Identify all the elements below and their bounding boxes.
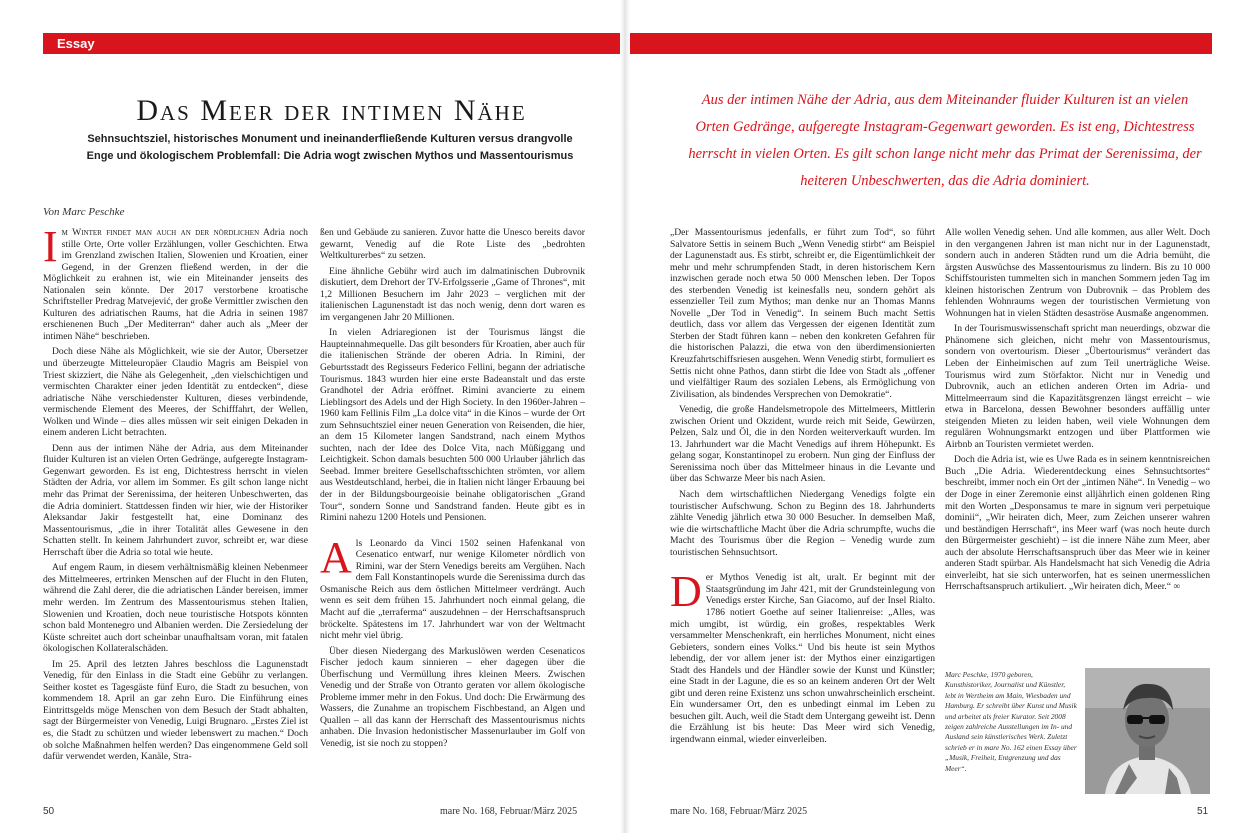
drop-cap-d: D [670,567,702,617]
byline: Von Marc Peschke [43,206,125,218]
pull-quote: Aus der intimen Nähe der Adria, aus dem Miteinander fluider Kulturen ist an vielen Orten Gedränge, aufgeregte Instagram-Gegenwart geworden. Es ist eng, Dichtestress herrscht in vielen Orten. Es gilt schon lange nicht mehr das Primat der Serenissima, der heiteren Unbeschwerten, das die Adria dominiert. [688,92,1202,189]
issue-info-right: mare No. 168, Februar/März 2025 [670,806,808,817]
left-column-1 [43,227,308,794]
issue-info-left: mare No. 168, Februar/März 2025 [440,806,578,817]
left-column-2 [320,227,585,794]
section-bar-left [43,33,620,54]
body-paragraph: In der Tourismuswissenschaft spricht man neuerdings, obzwar die Phänomene sich gleichen, nicht mehr von Massentourismus, sondern von overtourism. Dieser „Übertourismus“ verändert das Leben der Einheimischen auf zum Teil unerträgliche Weise. Tourismus wird zum Störfaktor. Nicht nur in Venedig und Dubrovnik, auch an etlichen anderen Orten im Adria- und Mittelmeerraum sind die Kapazitätsgrenzen längst erreicht – wie etwa in Barcelona, dessen Bewohner besonders auffällig unter steigenden Mieten zu leiden haben, weil viele Wohnungen dem regulären Wohnungsmarkt entzogen und über Plattformen wie Airbnb an Touristen vermietet werden. [945,323,1210,450]
body-paragraph: Eine ähnliche Gebühr wird auch im dalmatinischen Dubrovnik diskutiert, dem Drehort der TV-Erfolgsserie „Game of Thrones“, mit 1,2 Millionen Besuchern im Jahr 2023 – verglichen mit der italienischen Lagunenstadt ist das noch wenig, denn dort waren es im vergangenen Jahr 20 Millionen. [320,265,585,323]
body-paragraph: ßen und Gebäude zu sanieren. Zuvor hatte die Unesco bereits davor gewarnt, Venedig auf die Rote Liste des „bedrohten Weltkulturerbes“ zu setzen. [320,227,585,262]
body-paragraph: Denn aus der intimen Nähe der Adria, aus dem Miteinander fluider Kulturen ist an vielen Orten Gedränge, aufgeregte Instagram-Gegenwart geworden. Es ist eng, Dichtestress herrscht in vielen Städten der Adria, vor allem im Sommer. Es gilt schon lange nicht mehr das Primat der Serenissima, der heiteren Unbeschwerten, das die Adria dominiert. Stattdessen finden wir hier, wie der Historiker Aleksandar Jakir festgestellt hat, eine Dominanz des Massentourismus, „die in ihrer Totalität alles Gewesene in den Schatten stellt. In keinem Jahrhundert zuvor, schreibt er, war diese Herrschaft über die Adria so total wie heute. [43,442,308,558]
body-paragraph: Im 25. April des letzten Jahres beschloss die Lagunenstadt Venedig, für den Einlass in die Stadt eine Gebühr zu verlangen. Seither kostet es Tagesgäste fünf Euro, die Stadt zu besuchen, von kommendem 18. April an gar zehn Euro. Die Einführung eines Eintrittsgelds möge Menschen von dem Besuch der Stadt abhalten, sagt der Bürgermeister von Venedig, Luigi Brugnaro. „Erstes Ziel ist es, die Stadt zu schützen und wieder lebenswert zu machen.“ Doch ob solche Maßnahmen helfen werden? Das eingenommene Geld soll dafür verwendet werden, Kanäle, Stra- [43,658,308,763]
right-column-1 [670,227,935,794]
section-opening-paragraph [670,567,935,745]
section-bar-right [630,33,1212,54]
page-number-left: 50 [43,806,55,817]
body-paragraph: Venedig, die große Handelsmetropole des Mittelmeers, Mittlerin zwischen Orient und Okzident, wurde reich mit Seide, Gewürzen, Pelzen, Salz und Öl, die in den Norden weiterverkauft wurden. Im 13. Jahrhundert war die Macht Venedigs auf ihrem Höhepunkt. Es gelang sogar, Konstantinopel zu erobern. Nun ging der Einfluss der Serenissima noch über das Mittelmeer hinaus in die Levante und über das Schwarze Meer bis nach Asien. [670,404,935,485]
body-paragraph: Auf engem Raum, in diesem verhältnismäßig kleinen Nebenmeer des Mittelmeeres, ertrinken Menschen auf der Flucht in den Fluten, während die Zahl derer, die die adriatischen Länder bereisen, immer mehr werden. Im Zentrum des Massentourismus stehen Italien, Slowenien und Kroatien, doch neue touristische Hotspots könnten schon bald Montenegro und Albanien werden. Die Zersiedelung der Küste schreitet auch dort scheinbar unaufhaltsam voran, mit fatalen ökologischen Kollateralschäden. [43,562,308,655]
right-column-2 [945,227,1210,659]
opening-paragraph [43,227,308,342]
lead-in: m Winter findet man auch an der nördlichen [61,227,260,238]
body-text: ls Leonardo da Vinci 1502 seinen Hafenkanal von Cesenatico entwarf, nur wenige Kilometer nördlich von Rimini, war der Stern Venedigs bereits am Vergühen. Nach dem Fall Konstantinopels wurde die Serenissima durch das Osmanische Reich aus dem östlichen Mittelmeer verdrängt. Auch wenn es seit dem frühen 15. Jahrhundert noch einmal gelang, die Macht auf die „terraferma“ auszudehnen – der Herrschaftsanspruch bröckelte. Spätestens im 17. Jahrhundert war von der Weltmacht nicht mehr viel übrig. [320,537,585,642]
body-text: er Mythos Venedig ist alt, uralt. Er beginnt mit der Staatsgründung im Jahr 421, mit der Grundsteinlegung von Venedigs erster Kirche, San Giacomo, auf der Insel Rialto. 1786 notiert Goethe auf seiner Italienreise: „Alles, was mich umgibt, ist würdig, ein großes, respektables Werk versammelter Menschenkraft, ein herrliches Monument, nicht eines Gebieters, sondern eines Volks.“ Und bis heute ist sein Mythos lebendig, der vor allem jener ist: der Mythos einer einzigartigen Stadt des Handels und der Händler sowie der Kunst und Künstler; eine Stadt in der Lagune, die es so an keinem anderen Ort der Welt gibt und deren reine Existenz uns schon unwahrscheinlich erscheint. Ein wundersamer Ort, den es unbedingt einmal im Leben zu besuchen gilt. Auch, weil die Stadt dem Untergang geweiht ist. Denn die Erzählung ist bis heute: Das Meer wird sich Venedig, irgendwann einmal, wieder einverleiben. [670,572,935,745]
right-page [625,0,1250,833]
body-text: Adria noch stille Orte, Orte voller Erzählungen, voller Geschichten. Etwa im Grenzland zwischen Italien, Slowenien und Kroatien, einer Gegend, in der Grenzen fließend werden, in der die Möglichkeit zu erahnen ist, wie ein Miteinander jenseits des Nationalen sein könnte. Der 2017 verstorbene kroatische Schriftsteller Predrag Matvejević, der große Vermittler zwischen den Kulturen des adriatischen Raums, hat die Adria in seinen 1987 erschienenen Buch „Der Mediterran“ daher auch als „Meer der intimen Nähe“ beschrieben. [43,227,308,342]
author-bio: Marc Peschke, 1970 geboren, Kunsthistoriker, Journalist und Künstler, lebt in Wertheim am Main, Wiesbaden und Hamburg. Er schreibt über Kunst und Musik und arbeitet als freier Kurator. Seit 2008 zeigen zahlreiche Ausstellungen im In- und Ausland sein künstlerisches Werk. Zuletzt schrieb er in mare No. 162 einen Essay über „Musik, Freiheit, Entgrenzung und das Meer“. [945,670,1077,773]
drop-cap-a: A [320,532,352,582]
article-title: Das Meer der intimen Nähe [136,94,527,127]
body-paragraph: Doch die Adria ist, wie es Uwe Rada es in seinem kenntnisreichen Buch „Die Adria. Wiederentdeckung eines Sehnsuchtsortes“ beschreibt, immer noch ein Ort der „intimen Nähe“. In Venedig – wo der Doge in einer Zeremonie einst alljährlich einen goldenen Ring mit den Worten „Desponsamus te mare in signum veri perpetuique dominii“, „Wir heiraten dich, Meer, zum Zeichen unserer wahren und beständigen Herrschaft“, ins Meer warf (was noch heute durch den Bürgermeister geschieht) – ist die innere Nähe zum Meer, aber auch der absolute Herrschaftsanspruch über das Meer wie in keiner anderen Stadt spürbar. Als Handelsmacht hat sich Venedig die Adria einverleibt, hat sie sich unterworfen, hat es seinen unermesslichen Herrschaftsanspruch artikuliert. „Wir heiraten dich, Meer.“ ∞ [945,454,1210,593]
body-paragraph: In vielen Adriaregionen ist der Tourismus längst die Haupteinnahmequelle. Das gilt besonders für Kroatien, aber auch für die italienischen Strände der oberen Adria. In Rimini, der Geburtsstadt des Regisseurs Federico Fellini, begann der adriatische Tourismus. 1843 wurden hier eine erste Badeanstalt und das erste Grandhotel der Adria eröffnet. Rimini avancierte zu einem Lieblingsort des Adels und der High Society. In den 1960er-Jahren – 1960 kam Fellinis Film „La dolce vita“ in die Kinos – wurde der Ort zum Sehnsuchtsziel einer neuen Generation von Reisenden, die hier, an dem 15 Kilometer langen Sandstrand, nach einem Mythos suchten, nach der Idee des Dolce Vita, nach Müßiggang und Leichtigkeit. Schon damals besuchten 500 000 Urlauber jährlich das Seebad. Immer breitere Gesellschaftsschichten strömten, vor allem aus Westdeutschland, herbei, die in Italien nicht länger Erbauung bei der in der Bildungsbourgeoisie beinahe obligatorischen „Grand Tour“, sondern Sonne und Sandstrand fanden. Heute gibt es in Rimini nahezu 1200 Hotels und Pensionen. [320,327,585,524]
body-paragraph: Nach dem wirtschaftlichen Niedergang Venedigs folgte ein touristischer Aufschwung. Schon zu Beginn des 18. Jahrhunderts zählte Venedig jährlich etwa 30 000 Besucher. In demselben Maß, wie die wirtschaftliche Macht über die Adria schrumpfte, wuchs die Macht des Tourismus über die Region – Venedig wurde zum touristischen Sehnsuchtsort. [670,489,935,558]
section-opening-paragraph [320,532,585,642]
author-portrait [1085,668,1210,794]
body-paragraph: „Der Massentourismus jedenfalls, er führt zum Tod“, so führt Salvatore Settis in seinem Buch „Wenn Venedig stirbt“ am Beispiel der Lagunenstadt aus. Es stirbt, schreibt er, die Eigentümlichkeit der mehr und mehr schrumpfenden Stadt, in deren historischem Kern inzwischen gerade noch etwa 50 000 Menschen leben. Der Topos des sterbenden Venedig ist keinesfalls neu, sondern gehört als essenzieller Teil zum Mythos; man denke nur an Thomas Manns Novelle „Der Tod in Venedig“. In seinem Buch macht Settis deutlich, dass vor allem das Vergessen der eigenen Identität zum Sterben der Stadt führen kann – neben den konkreten Gefahren für die historischen Palazzi, die etwa von den überdimensionierten Kreuzfahrtschiffsriesen ausgehen. Wenn Venedig stirbt, formuliert es Settis nicht ohne Pathos, dann stirbt die Idee von Stadt als „offener und vielfältiger Raum des sozialen Lebens, als Ermöglichung von Zivilisation, als bindendes Versprechen von Demokratie“. [670,227,935,400]
body-paragraph: Doch diese Nähe als Möglichkeit, wie sie der Autor, Übersetzer und überzeugte Mitteleuropäer Claudio Magris am Beispiel von Triest skizziert, die Nähe als Gelegenheit, „den vielschichtigen und vermischten Charakter einer jeden Identität zu entdecken“, diese adriatische Nähe verschiedenster Kulturen, dieses verbindende, vermischende Element des Meeres, der Schifffahrt, der Wellen, Wolken und Winde – dies alles müssen wir seit einigen Dekaden in einem anderen Licht betrachten. [43,346,308,439]
body-paragraph: Alle wollen Venedig sehen. Und alle kommen, aus aller Welt. Doch in den vergangenen Jahren ist man nicht nur in der Lagunenstadt, sondern auch in anderen Städten rund um die Adria bemüht, die ärgsten Auswüchse des Massentourismus zu lindern. Bis zu 10 000 Schiffstouristen tummelten sich in manchen Sommern jeden Tag im kleinen historischen Zentrum von Dubrovnik – das Problem des fehlenden Wohnraums wegen der touristischen Vermietung von Wohnungen hat in vielen Städten desaströse Ausmaße angenommen. [945,227,1210,319]
drop-cap-i: I [43,227,58,271]
body-paragraph: Über diesen Niedergang des Markuslöwen werden Cesenaticos Fischer jedoch kaum sinnieren – eher dagegen über die Überfischung und Vermüllung ihres kleinen Meers. Zwischen Venedig und der Straße von Otranto geraten vor allem ökologische Probleme immer mehr in den Fokus. Und doch: Die Erwärmung des Wassers, die Zunahme an tropischem Fischbestand, an Algen und Quallen – all das kann der Herrschaft des Massentourismus nichts anhaben. Die Invasion hedonistischer Massenurlauber im Golf von Venedig, ist sie noch zu stoppen? [320,645,585,749]
page-number-right: 51 [1197,806,1209,817]
article-subtitle: Sehnsuchtsziel, historisches Monument und ineinanderfließende Kulturen versus drangvolle Enge und ökologischem Problemfall: Die Adria wogt zwischen Mythos und Massentourismus [86,133,574,162]
author-portrait-image [1085,668,1210,794]
section-label: Essay [57,36,95,51]
